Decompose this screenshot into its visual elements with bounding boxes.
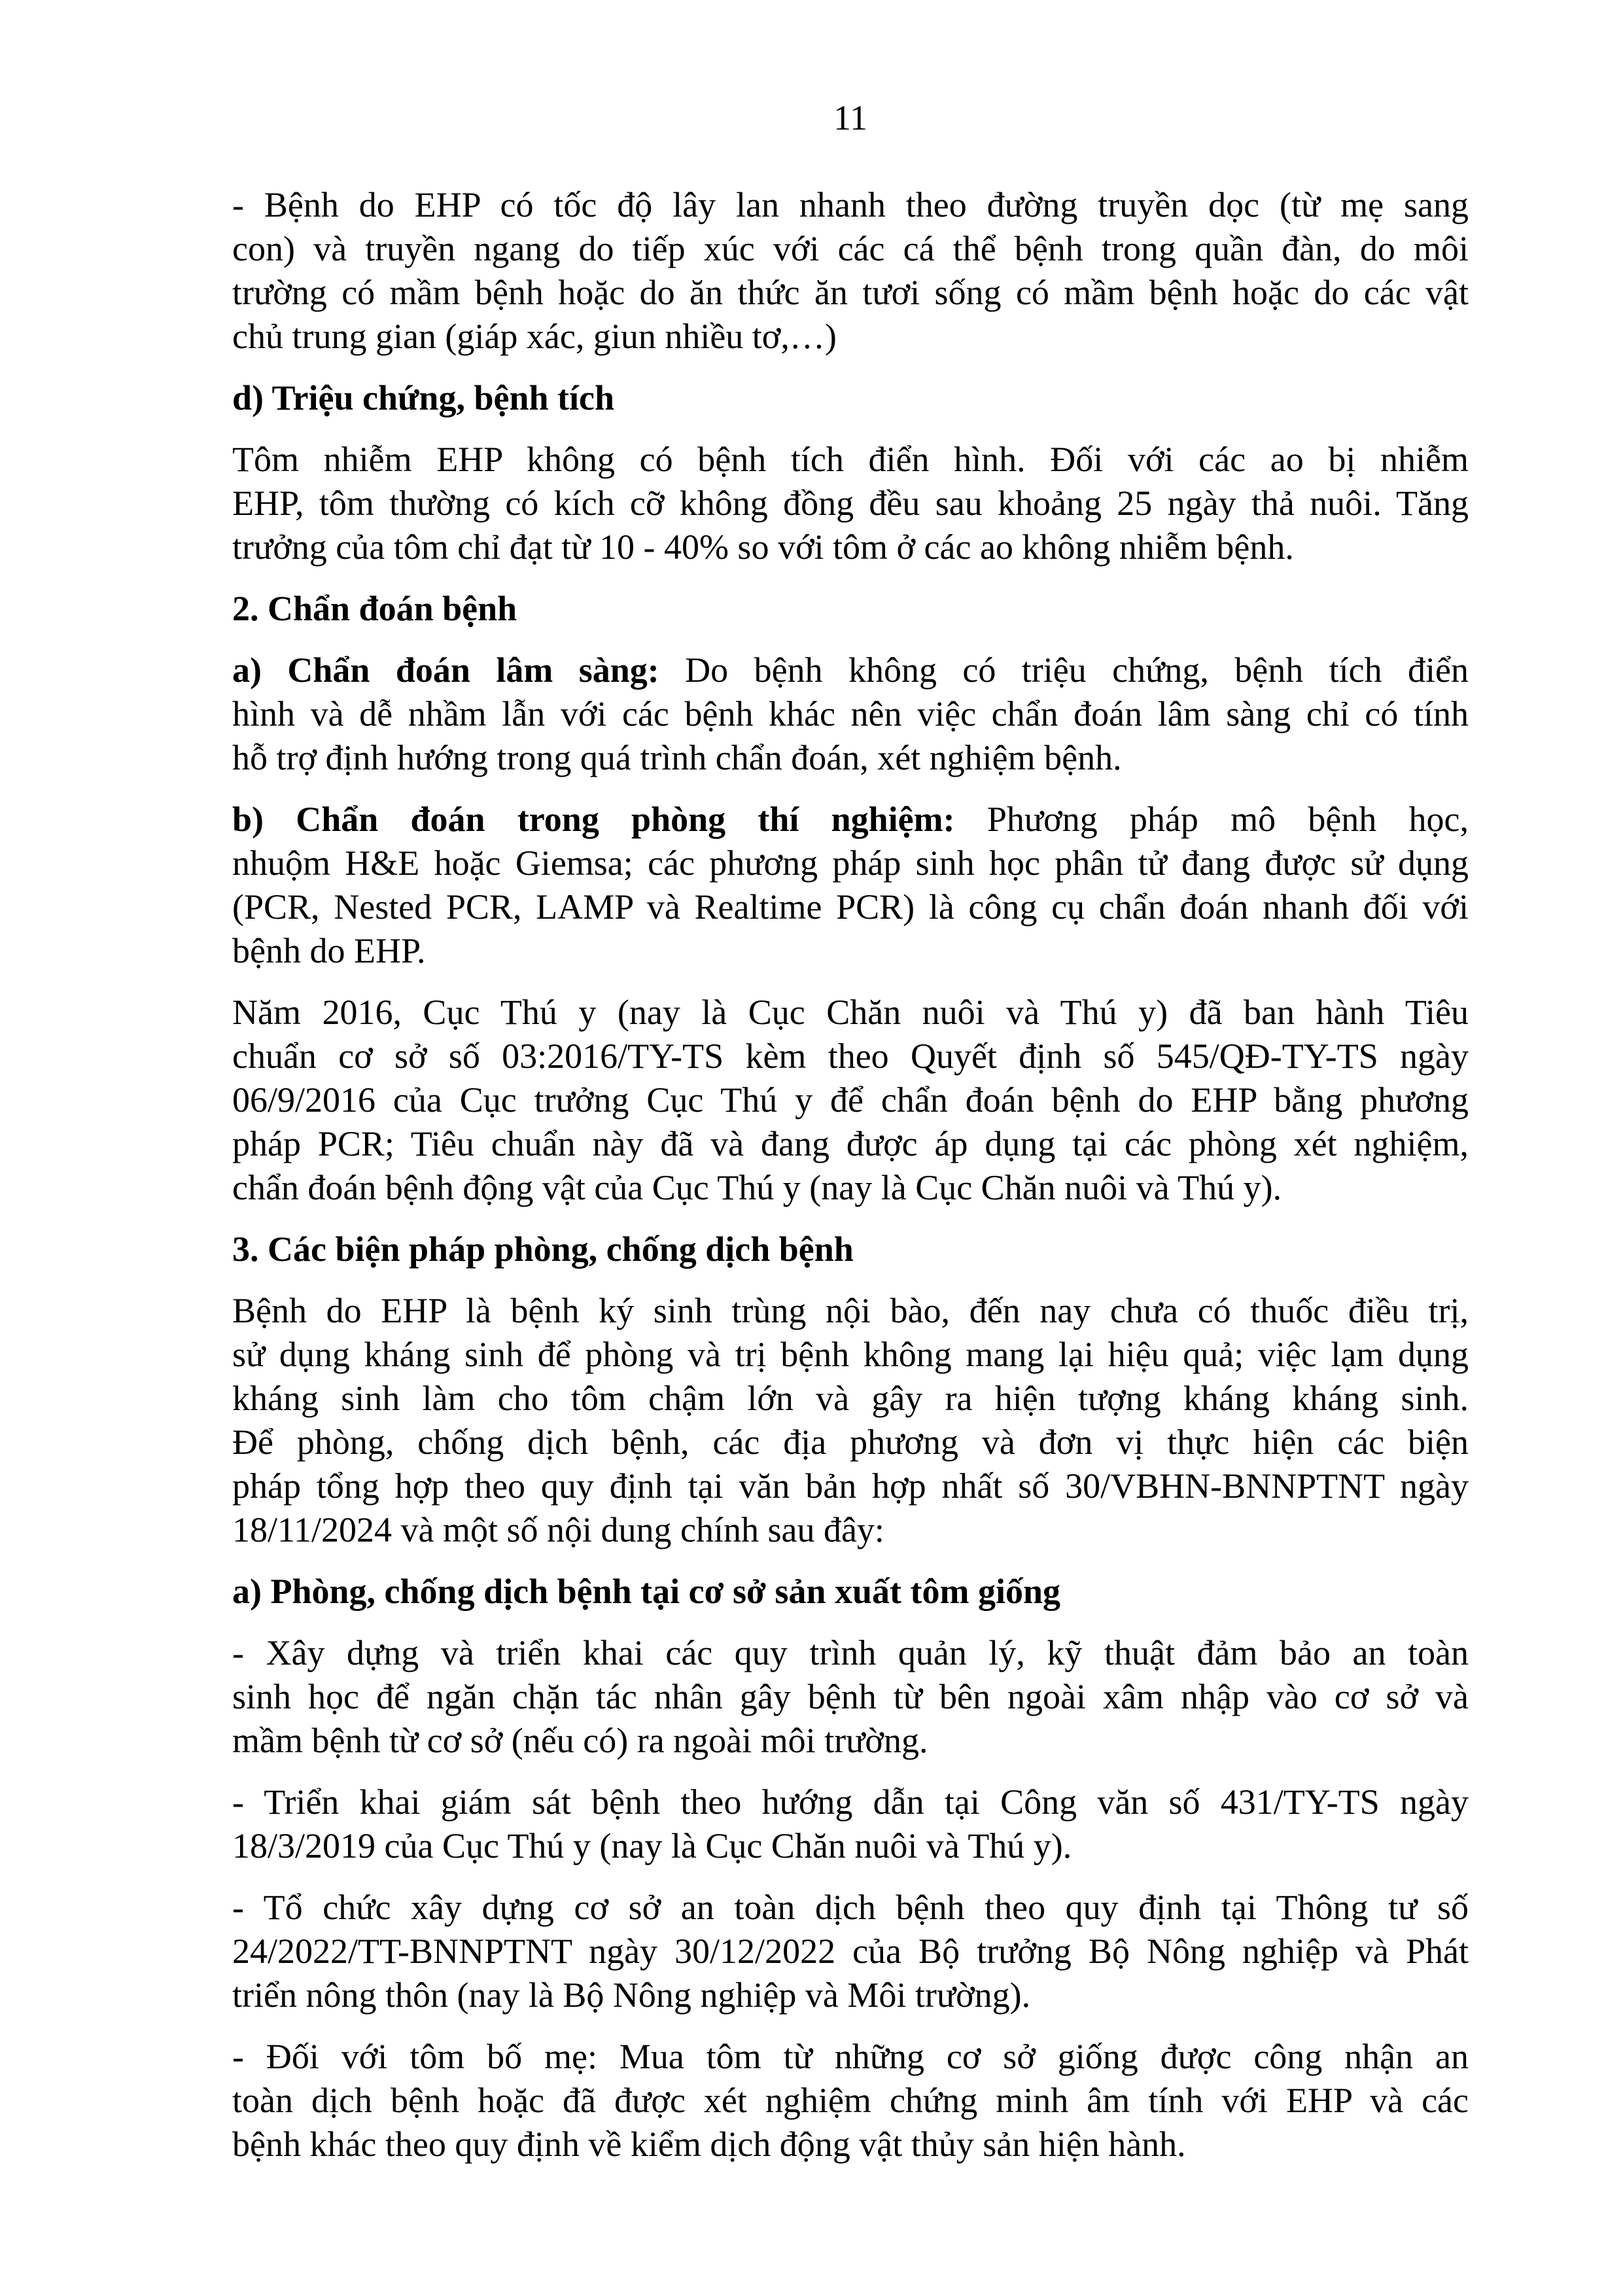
text-segment: Tôm nhiễm EHP không có bệnh tích điển hình. Đối với các ao bị nhiễm: [232, 440, 1469, 479]
paragraph: [232, 648, 1469, 780]
document-body: [232, 183, 1469, 2166]
paragraph: [232, 1886, 1469, 2017]
paragraph: [232, 1631, 1469, 1763]
text-line: [232, 376, 1469, 420]
text-segment: 18/3/2019 của Cục Thú y (nay là Cục Chăn nuôi và Thú y).: [232, 1826, 1072, 1865]
text-line: [232, 2079, 1469, 2123]
text-line: [232, 1333, 1469, 1377]
text-line: [232, 841, 1469, 885]
text-segment: - Triển khai giám sát bệnh theo hướng dẫn tại Công văn số 431/TY-TS ngày: [232, 1782, 1469, 1822]
text-segment: d) Triệu chứng, bệnh tích: [232, 378, 615, 417]
section-heading: [232, 587, 1469, 631]
text-line: [232, 271, 1469, 315]
text-line: [232, 1289, 1469, 1333]
text-line: [232, 1930, 1469, 1973]
text-segment: kháng sinh làm cho tôm chậm lớn và gây ra hiện tượng kháng kháng sinh.: [232, 1379, 1469, 1418]
text-line: [232, 1886, 1469, 1930]
text-segment: - Đối với tôm bố mẹ: Mua tôm từ những cơ sở giống được công nhận an: [232, 2037, 1469, 2076]
text-line: [232, 798, 1469, 841]
text-segment: chủ trung gian (giáp xác, giun nhiều tơ,…): [232, 317, 837, 356]
bold-text-segment: a) Chẩn đoán lâm sàng:: [232, 650, 659, 690]
bold-text-segment: b) Chẩn đoán trong phòng thí nghiệm:: [232, 800, 955, 839]
text-line: [232, 1464, 1469, 1508]
text-line: [232, 648, 1469, 692]
text-line: [232, 1973, 1469, 2017]
text-line: [232, 991, 1469, 1034]
text-segment: nhuộm H&E hoặc Giemsa; các phương pháp sinh học phân tử đang được sử dụng: [232, 843, 1469, 883]
text-segment: - Bệnh do EHP có tốc độ lây lan nhanh theo đường truyền dọc (từ mẹ sang: [232, 185, 1469, 224]
text-line: [232, 929, 1469, 973]
text-segment: bệnh do EHP.: [232, 931, 426, 970]
text-segment: 2. Chẩn đoán bệnh: [232, 589, 517, 628]
paragraph: [232, 2035, 1469, 2166]
paragraph: [232, 183, 1469, 359]
text-line: [232, 227, 1469, 271]
text-segment: sinh học để ngăn chặn tác nhân gây bệnh từ bên ngoài xâm nhập vào cơ sở và: [232, 1677, 1469, 1716]
text-line: [232, 2035, 1469, 2079]
text-segment: chẩn đoán bệnh động vật của Cục Thú y (nay là Cục Chăn nuôi và Thú y).: [232, 1168, 1282, 1207]
section-heading: [232, 1227, 1469, 1271]
text-line: [232, 183, 1469, 227]
text-segment: Để phòng, chống dịch bệnh, các địa phương và đơn vị thực hiện các biện: [232, 1422, 1469, 1462]
text-segment: 06/9/2016 của Cục trưởng Cục Thú y để chẩn đoán bệnh do EHP bằng phương: [232, 1080, 1469, 1120]
page-number: 11: [833, 98, 867, 137]
text-segment: EHP, tôm thường có kích cỡ không đồng đều sau khoảng 25 ngày thả nuôi. Tăng: [232, 484, 1469, 523]
text-line: [232, 1570, 1469, 1614]
text-line: [232, 1227, 1469, 1271]
text-line: [232, 1508, 1469, 1552]
text-segment: hình và dễ nhầm lẫn với các bệnh khác nên việc chẩn đoán lâm sàng chỉ có tính: [232, 694, 1469, 733]
text-line: [232, 1122, 1469, 1166]
text-line: [232, 1166, 1469, 1210]
text-segment: trường có mầm bệnh hoặc do ăn thức ăn tươi sống có mầm bệnh hoặc do các vật: [232, 273, 1469, 312]
text-segment: 24/2022/TT-BNNPTNT ngày 30/12/2022 của Bộ trưởng Bộ Nông nghiệp và Phát: [232, 1932, 1469, 1971]
text-segment: con) và truyền ngang do tiếp xúc với các cá thể bệnh trong quần đàn, do môi: [232, 229, 1469, 268]
text-line: [232, 482, 1469, 525]
text-segment: Do bệnh không có triệu chứng, bệnh tích điển: [659, 650, 1469, 690]
text-line: [232, 438, 1469, 482]
text-line: [232, 587, 1469, 631]
text-line: [232, 315, 1469, 359]
text-segment: pháp tổng hợp theo quy định tại văn bản hợp nhất số 30/VBHN-BNNPTNT ngày: [232, 1466, 1469, 1506]
paragraph: [232, 798, 1469, 973]
page-content: [232, 96, 1469, 2184]
section-heading: [232, 376, 1469, 420]
text-line: [232, 1421, 1469, 1464]
text-segment: pháp PCR; Tiêu chuẩn này đã và đang được áp dụng tại các phòng xét nghiệm,: [232, 1124, 1469, 1163]
text-segment: Năm 2016, Cục Thú y (nay là Cục Chăn nuôi và Thú y) đã ban hành Tiêu: [232, 993, 1469, 1032]
text-line: [232, 692, 1469, 736]
text-line: [232, 525, 1469, 569]
text-segment: chuẩn cơ sở số 03:2016/TY-TS kèm theo Quyết định số 545/QĐ-TY-TS ngày: [232, 1036, 1469, 1076]
section-heading: [232, 1570, 1469, 1614]
text-line: [232, 1631, 1469, 1675]
text-line: [232, 1780, 1469, 1824]
text-segment: (PCR, Nested PCR, LAMP và Realtime PCR) là công cụ chẩn đoán nhanh đối với: [232, 887, 1469, 927]
text-segment: sử dụng kháng sinh để phòng và trị bệnh không mang lại hiệu quả; việc lạm dụng: [232, 1335, 1469, 1374]
text-segment: bệnh khác theo quy định về kiểm dịch động vật thủy sản hiện hành.: [232, 2125, 1186, 2164]
paragraph: [232, 1780, 1469, 1868]
text-segment: triển nông thôn (nay là Bộ Nông nghiệp và Môi trường).: [232, 1975, 1031, 2015]
text-segment: toàn dịch bệnh hoặc đã được xét nghiệm chứng minh âm tính với EHP và các: [232, 2081, 1469, 2120]
text-line: [232, 2123, 1469, 2166]
text-segment: Phương pháp mô bệnh học,: [954, 800, 1469, 839]
text-line: [232, 1377, 1469, 1421]
text-line: [232, 885, 1469, 929]
text-line: [232, 1078, 1469, 1122]
paragraph: [232, 1289, 1469, 1552]
text-segment: hỗ trợ định hướng trong quá trình chẩn đoán, xét nghiệm bệnh.: [232, 738, 1122, 777]
text-segment: a) Phòng, chống dịch bệnh tại cơ sở sản xuất tôm giống: [232, 1572, 1060, 1611]
text-line: [232, 1034, 1469, 1078]
text-line: [232, 1675, 1469, 1719]
text-segment: trưởng của tôm chỉ đạt từ 10 - 40% so với tôm ở các ao không nhiễm bệnh.: [232, 527, 1294, 567]
paragraph: [232, 991, 1469, 1210]
text-segment: 18/11/2024 và một số nội dung chính sau đây:: [232, 1510, 884, 1549]
text-line: [232, 736, 1469, 780]
text-segment: 3. Các biện pháp phòng, chống dịch bệnh: [232, 1229, 854, 1269]
text-segment: - Xây dựng và triển khai các quy trình quản lý, kỹ thuật đảm bảo an toàn: [232, 1633, 1469, 1672]
text-segment: - Tổ chức xây dựng cơ sở an toàn dịch bệnh theo quy định tại Thông tư số: [232, 1888, 1469, 1927]
text-line: [232, 1719, 1469, 1763]
paragraph: [232, 438, 1469, 569]
text-segment: Bệnh do EHP là bệnh ký sinh trùng nội bào, đến nay chưa có thuốc điều trị,: [232, 1291, 1469, 1330]
text-segment: mầm bệnh từ cơ sở (nếu có) ra ngoài môi trường.: [232, 1721, 928, 1760]
text-line: [232, 1824, 1469, 1868]
